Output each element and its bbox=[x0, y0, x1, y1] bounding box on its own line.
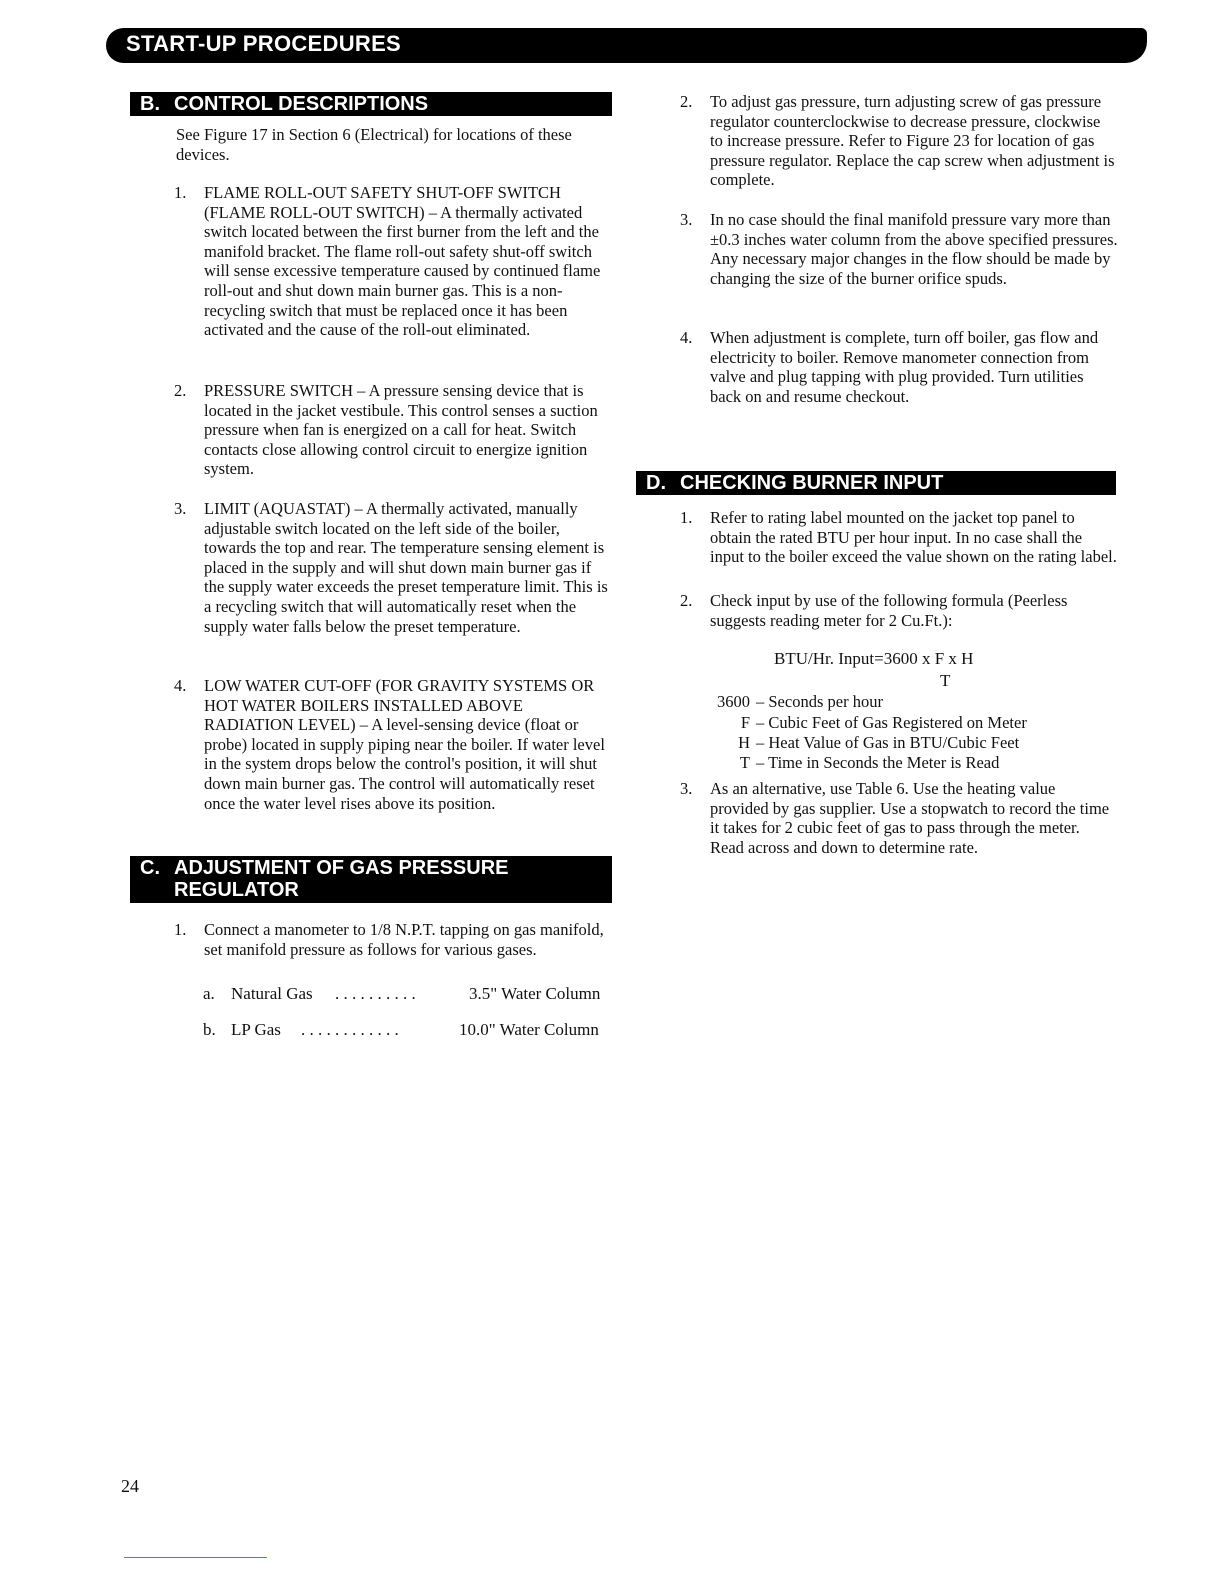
page-header-title: START-UP PROCEDURES bbox=[126, 31, 402, 56]
list-item-number: 4. bbox=[680, 328, 693, 347]
list-item-number: 3. bbox=[174, 499, 187, 518]
list-item-text: FLAME ROLL-OUT SAFETY SHUT-OFF SWITCH (FLAME ROLL-OUT SWITCH) – A thermally activated switch located between the first burner from the left and the manifold bracket. The flame roll-out safety shut-off switch will sense excessive temperature caused by continued flame roll-out and shut down main burner gas. This is a non-recycling switch that must be replaced once it has been activated and the cause of the roll-out eliminated. bbox=[204, 183, 601, 340]
list-item-number: 2. bbox=[680, 92, 693, 111]
list-item-number: 1. bbox=[174, 920, 187, 939]
section-b-header bbox=[130, 92, 612, 116]
list-item-text: When adjustment is complete, turn off boiler, gas flow and electricity to boiler. Remove manometer connection from valve and plug tapping with plug provided. Turn utilities back on and resume checkout. bbox=[710, 328, 1099, 406]
gas-dots: . . . . . . . . . . bbox=[335, 984, 416, 1003]
section-b-title: CONTROL DESCRIPTIONS bbox=[174, 93, 429, 115]
gas-pressure-row-natural bbox=[203, 984, 623, 1004]
section-c-title: ADJUSTMENT OF GAS PRESSURE REGULATOR bbox=[174, 857, 509, 901]
list-item-number: 1. bbox=[680, 508, 693, 527]
legend-desc: – Heat Value of Gas in BTU/Cubic Feet bbox=[756, 733, 1020, 752]
list-item-number: 1. bbox=[174, 183, 187, 202]
list-item-number: 3. bbox=[680, 779, 693, 798]
legend-key: 3600 bbox=[717, 692, 750, 711]
gas-name: Natural Gas bbox=[231, 984, 313, 1003]
legend-key: T bbox=[739, 753, 750, 772]
gas-name: LP Gas bbox=[231, 1020, 281, 1039]
list-item-text: Check input by use of the following formula (Peerless suggests reading meter for 2 Cu.Ft.): bbox=[710, 591, 1068, 630]
list-item-text: As an alternative, use Table 6. Use the heating value provided by gas supplier. Use a stopwatch to record the time it takes for 2 cubic feet of gas to pass through the meter. Read across and down to determine rate. bbox=[710, 779, 1110, 857]
section-c-letter: C. bbox=[140, 857, 160, 879]
section-d-header bbox=[636, 471, 1116, 495]
list-item-text: To adjust gas pressure, turn adjusting screw of gas pressure regulator counterclockwise to decrease pressure, clockwise to increase pressure. Refer to Figure 23 for location of gas pressure regulator. Replace the cap screw when adjustment is complete. bbox=[710, 92, 1115, 190]
gas-value: 3.5" Water Column bbox=[469, 984, 601, 1003]
list-item-text: LIMIT (AQUASTAT) – A thermally activated, manually adjustable switch located on the left side of the boiler, towards the top and rear. The temperature sensing element is placed in the supply and will shut down main burner gas if the supply water exceeds the preset temperature limit. This is a recycling switch that will automatically reset when the supply water falls below the preset temperature. bbox=[204, 499, 608, 636]
section-b-intro: See Figure 17 in Section 6 (Electrical) for locations of these devices. bbox=[176, 125, 572, 164]
list-item-text: Refer to rating label mounted on the jacket top panel to obtain the rated BTU per hour input. In no case shall the input to the boiler exceed the value shown on the rating label. bbox=[710, 508, 1117, 567]
gas-label: a. bbox=[203, 984, 215, 1003]
legend-desc: – Cubic Feet of Gas Registered on Meter bbox=[756, 713, 1027, 732]
list-item-text: PRESSURE SWITCH – A pressure sensing device that is located in the jacket vestibule. This control senses a suction pressure when fan is energized on a call for heat. Switch contacts close allowing control circuit to energize ignition system. bbox=[204, 381, 598, 479]
section-c-header bbox=[130, 856, 612, 903]
formula-numerator: BTU/Hr. Input=3600 x F x H bbox=[774, 649, 974, 668]
formula-denominator: T bbox=[940, 671, 951, 690]
gas-pressure-row-lp bbox=[203, 1020, 623, 1040]
legend-key: H bbox=[738, 733, 750, 752]
list-item-number: 2. bbox=[680, 591, 693, 610]
section-d-title: CHECKING BURNER INPUT bbox=[680, 472, 944, 494]
footer-rule bbox=[124, 1557, 267, 1558]
gas-label: b. bbox=[203, 1020, 216, 1039]
list-item-text: Connect a manometer to 1/8 N.P.T. tapping on gas manifold, set manifold pressure as follows for various gases. bbox=[204, 920, 604, 959]
header-banner bbox=[106, 28, 1147, 63]
list-item-text: In no case should the final manifold pressure vary more than ±0.3 inches water column from the above specified pressures. Any necessary major changes in the flow should be made by changing the size of the burner orifice spuds. bbox=[710, 210, 1118, 288]
list-item-number: 4. bbox=[174, 676, 187, 695]
list-item-number: 2. bbox=[174, 381, 187, 400]
section-b-letter: B. bbox=[140, 93, 160, 115]
legend-key: F bbox=[740, 713, 750, 732]
section-d-letter: D. bbox=[646, 472, 666, 494]
list-item-text: LOW WATER CUT-OFF (FOR GRAVITY SYSTEMS OR HOT WATER BOILERS INSTALLED ABOVE RADIATION LEVEL) – A level-sensing device (float or probe) located in supply piping near the boiler. If water level in the system drops below the control's position, it will shut down main burner gas. The control will automatically reset once the water level rises above its position. bbox=[204, 676, 605, 813]
page-number: 24 bbox=[121, 1476, 139, 1496]
legend-desc: – Time in Seconds the Meter is Read bbox=[756, 753, 1000, 772]
legend-desc: – Seconds per hour bbox=[756, 692, 883, 711]
gas-value: 10.0" Water Column bbox=[459, 1020, 599, 1039]
gas-dots: . . . . . . . . . . . . bbox=[301, 1020, 399, 1039]
list-item-number: 3. bbox=[680, 210, 693, 229]
